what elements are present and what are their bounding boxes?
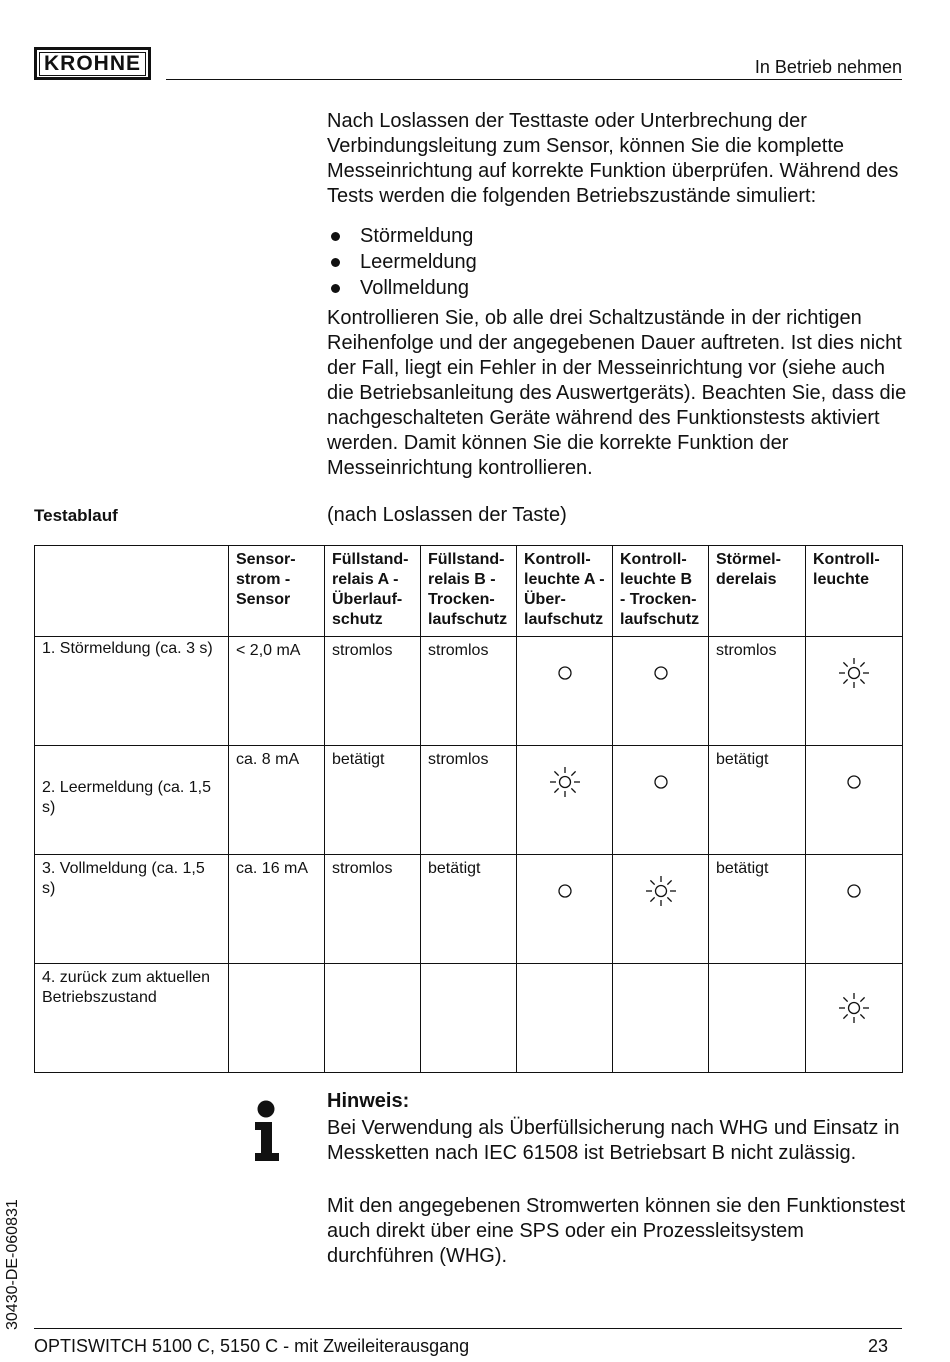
lamp-off-icon: [643, 655, 679, 691]
lamp-on-icon: [836, 990, 872, 1026]
leuchte-a-cell: [517, 964, 613, 1073]
document-code: 30430-DE-060831: [4, 1199, 21, 1330]
leuchte-cell: [806, 637, 903, 746]
stoerrelais-cell: betätigt: [709, 855, 806, 964]
footer-text: OPTISWITCH 5100 C, 5150 C - mit Zweileiterausgang: [34, 1336, 470, 1356]
leuchte-b-cell: [613, 637, 709, 746]
header-cell: Sensor-strom - Sensor: [229, 546, 325, 637]
testablauf-label: Testablauf: [34, 506, 118, 525]
leuchte-a-cell: [517, 637, 613, 746]
hinweis-text-2: Mit den angegebenen Stromwerten können sie den Funktionstest auch direkt über eine SPS oder ein Prozessleitsystem durchführen (WHG).: [327, 1195, 906, 1267]
relais-a-cell: stromlos: [325, 637, 421, 746]
intro-paragraph: Nach Loslassen der Testtaste oder Unterbrechung der Verbindungsleitung zum Sensor, können Sie die komplette Messeinrichtung auf korrekte Funktion überprüfen. Während des Tests werden die folgenden Betriebszustände simuliert:: [327, 110, 899, 207]
table-row: [35, 855, 903, 964]
sensorstrom-cell: ca. 8 mA: [229, 746, 325, 855]
simulated-states-list: [327, 223, 477, 301]
relais-a-cell: betätigt: [325, 746, 421, 855]
info-icon: [253, 1100, 281, 1162]
logo-text: KROHNE: [39, 52, 146, 76]
lamp-on-icon: [547, 764, 583, 800]
relais-b-cell: [421, 964, 517, 1073]
testablauf-note: (nach Loslassen der Taste): [327, 504, 567, 526]
sensorstrom-cell: ca. 16 mA: [229, 855, 325, 964]
lamp-off-icon: [836, 764, 872, 800]
leuchte-cell: [806, 964, 903, 1073]
stoerrelais-cell: stromlos: [709, 637, 806, 746]
header-cell: Füllstand-relais B - Trocken-laufschutz: [421, 546, 517, 637]
row-label: 1. Störmeldung (ca. 3 s): [35, 637, 229, 746]
row-label: 4. zurück zum aktuellen Betriebszustand: [35, 964, 229, 1073]
hinweis-title: Hinweis:: [327, 1090, 410, 1112]
header-cell: [35, 546, 229, 637]
header-rule: [166, 79, 902, 80]
table-row: [35, 637, 903, 746]
relais-a-cell: [325, 964, 421, 1073]
hinweis-text: Bei Verwendung als Überfüllsicherung nach WHG und Einsatz in Messketten nach IEC 61508 ist Betriebsart B nicht zulässig.: [327, 1117, 900, 1164]
page-number: 23: [867, 1336, 888, 1356]
footer-rule: [34, 1328, 902, 1329]
row-label: 2. Leermeldung (ca. 1,5 s): [35, 746, 229, 855]
list-item: Vollmeldung: [327, 275, 477, 301]
stoerrelais-cell: betätigt: [709, 746, 806, 855]
leuchte-cell: [806, 855, 903, 964]
leuchte-cell: [806, 746, 903, 855]
relais-b-cell: betätigt: [421, 855, 517, 964]
header-cell: Kontroll-leuchte A - Über-laufschutz: [517, 546, 613, 637]
row-label: 3. Vollmeldung (ca. 1,5 s): [35, 855, 229, 964]
leuchte-b-cell: [613, 964, 709, 1073]
section-title: In Betrieb nehmen: [754, 57, 902, 77]
list-item: Störmeldung: [327, 223, 477, 249]
lamp-on-icon: [643, 873, 679, 909]
header-cell: Kontroll-leuchte B - Trocken-laufschutz: [613, 546, 709, 637]
sensorstrom-cell: < 2,0 mA: [229, 637, 325, 746]
table-row: [35, 746, 903, 855]
table-header-row: [35, 546, 903, 637]
lamp-off-icon: [547, 655, 583, 691]
leuchte-a-cell: [517, 855, 613, 964]
check-paragraph: Kontrollieren Sie, ob alle drei Schaltzustände in der richtigen Reihenfolge und der angegebenen Dauer auftreten. Ist dies nicht der Fall, liegt ein Fehler in der Messeinrichtung vor (siehe auch die Betriebsanleitung des Auswertgeräts). Beachten Sie, dass die nachgeschalteten Geräte während des Funktionstests aktiviert werden. Damit können Sie die korrekte Funktion der Messeinrichtung kontrollieren.: [327, 307, 907, 479]
lamp-off-icon: [643, 764, 679, 800]
header-cell: Füllstand-relais A - Überlauf-schutz: [325, 546, 421, 637]
relais-a-cell: stromlos: [325, 855, 421, 964]
relais-b-cell: stromlos: [421, 746, 517, 855]
lamp-off-icon: [836, 873, 872, 909]
stoerrelais-cell: [709, 964, 806, 1073]
leuchte-b-cell: [613, 855, 709, 964]
relais-b-cell: stromlos: [421, 637, 517, 746]
krohne-logo: [34, 47, 151, 80]
lamp-on-icon: [836, 655, 872, 691]
table-row: [35, 964, 903, 1073]
sensorstrom-cell: [229, 964, 325, 1073]
test-sequence-table: [34, 545, 903, 1073]
lamp-off-icon: [547, 873, 583, 909]
leuchte-b-cell: [613, 746, 709, 855]
header-cell: Kontroll-leuchte: [806, 546, 903, 637]
list-item: Leermeldung: [327, 249, 477, 275]
header-cell: Störmel-derelais: [709, 546, 806, 637]
leuchte-a-cell: [517, 746, 613, 855]
